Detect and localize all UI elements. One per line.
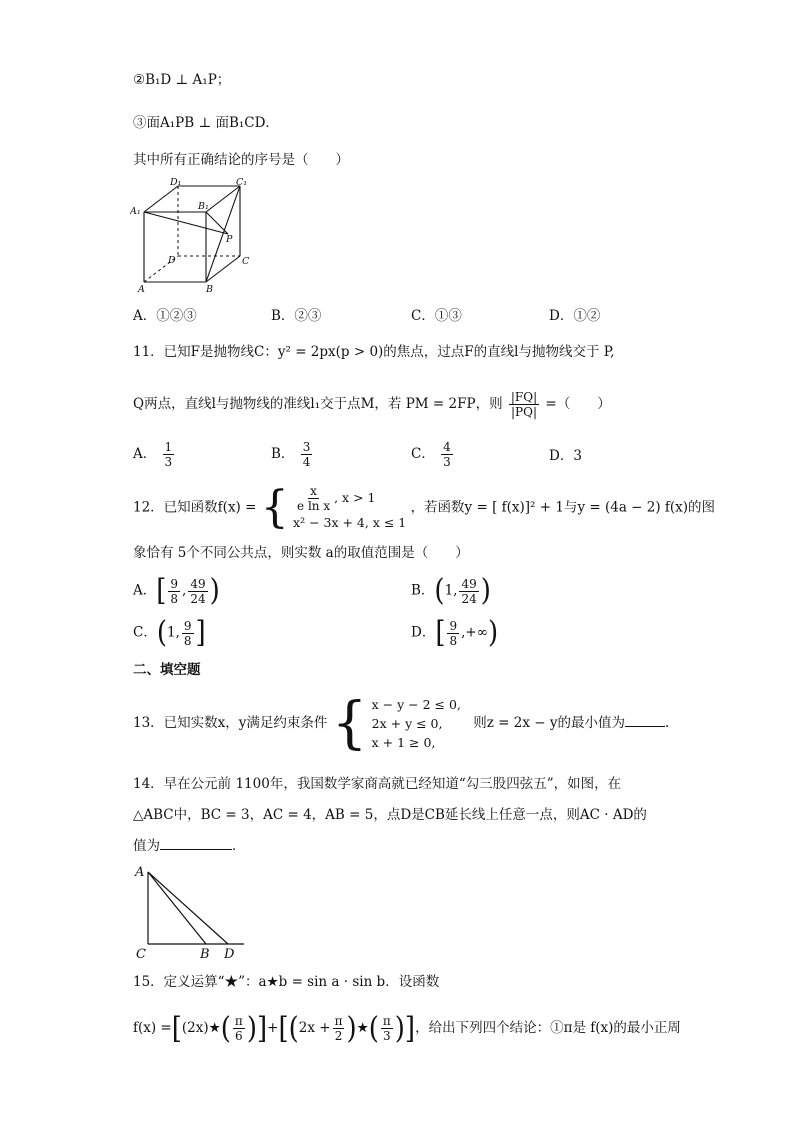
q12-option-d-den: 8 [449,633,458,648]
q12-option-a-frac-2 [188,577,207,606]
q12-option-a-den-1: 8 [170,591,179,606]
q12-option-b-close: ) [480,573,491,609]
q12-option-d-sep: , [461,624,466,641]
q11-option-c-den: 3 [443,455,451,469]
q15-f: f(x) = [133,1020,172,1036]
cube-figure [130,176,260,296]
q11-line-2 [133,390,611,419]
q15-paren-close-2: ) [346,1011,357,1046]
q11-line-1: 11．已知F是抛物线C：y² = 2px(p > 0)的焦点，过点F的直线l与抛物线交于 P, [133,344,615,360]
q15-paren-close-1: ) [246,1011,257,1046]
q15-paren-open-1: ( [220,1011,231,1046]
q12-option-a-close: ) [209,573,220,609]
q12-option-c-num: 9 [183,618,192,633]
q11-option-a-num: 1 [164,440,173,454]
q12-option-d [411,615,499,651]
q12-case-1-cond: , x > 1 [334,490,376,505]
q11-option-d [549,446,582,466]
q12-option-b-sep: , [453,582,458,599]
cube-label-d: D [168,255,176,266]
q12-case-1-den: e ln x [297,499,331,513]
q15-star-2: ★ [356,1020,369,1036]
q12-option-a-num-2: 49 [190,576,206,591]
cube-label-a: A [138,284,145,295]
q15-bracket-open-2: [ [278,1011,289,1046]
q12-option-a-letter: A． [133,582,157,599]
q11-line-2-end: =（ ） [545,396,611,412]
statement-2: ②B₁D ⊥ A₁P； [133,72,231,88]
q15-line-2 [133,1010,681,1046]
q13-constraint-2: 2x + y ≤ 0, [371,716,443,731]
q12-option-a-open: [ [156,573,167,609]
q12-option-c [133,615,206,651]
q15-plus: + [267,1020,279,1036]
q11-option-d-letter: D． [549,448,574,464]
q12-case-2: x² − 3x + 4, x ≤ 1 [293,515,407,530]
q12-case-1-frac [295,484,332,513]
q12-option-a-num-1: 9 [170,576,179,591]
q12-case-1 [293,484,406,513]
q11-option-a-frac [163,440,175,469]
q12-option-b-low: 1 [444,582,454,599]
q15-bracket-open-1: [ [171,1011,182,1046]
cube-label-b1: B₁ [198,201,209,212]
q11-option-b-den: 4 [302,455,311,469]
q12-case-1-num: x [310,484,317,498]
q11-option-b-letter: B． [271,446,295,462]
q15-term-1-den: 6 [235,1029,243,1043]
tri-label-a: A [135,865,145,880]
q15-term-2-left-frac [333,1014,345,1043]
q11-option-a [133,440,176,469]
q10-option-b: B．②③ [271,308,322,324]
triangle-figure [132,862,252,962]
q11-option-c [411,440,455,469]
q12-option-a-frac-1 [168,577,180,606]
q13-end: . [664,715,670,731]
q11-option-a-den: 3 [164,455,173,469]
q11-option-b-num: 3 [302,440,311,454]
q14-line-1: 14．早在公元前 1100年，我国数学家商高就已经知道“勾三股四弦五”，如图，在 [133,776,622,792]
q12-option-c-frac [182,619,194,648]
q15-star-1: ★ [208,1020,221,1036]
q12-option-b-den: 24 [461,591,477,606]
q12-option-d-frac [447,619,459,648]
q15-paren-open-3: ( [368,1011,379,1046]
q12-option-b-letter: B． [411,582,435,599]
q11-option-a-letter: A． [133,446,157,462]
q11-ratio-den: |PQ| [511,405,537,419]
q12-cases [293,484,406,532]
q12-option-b-num: 49 [461,576,477,591]
cube-label-b: B [206,284,213,295]
q15-term-1-left: (2x) [181,1020,209,1036]
q13-constraints [372,695,461,752]
q12-option-c-open: ( [156,615,167,651]
q15-paren-open-2: ( [288,1011,299,1046]
cube-label-d1: D₁ [170,177,182,188]
q12-option-d-high: +∞ [465,624,488,641]
q14-line-3 [133,836,246,856]
q11-option-c-num: 4 [443,440,451,454]
q14-line-3-text: 值为 [133,838,160,854]
q12-option-b-frac [459,577,478,606]
q14-answer-blank[interactable] [160,849,232,850]
q11-ratio-num: |FQ| [510,390,538,404]
q14-line-3-end: ． [232,838,246,854]
q15-tail: ，给出下列四个结论：①π是 f(x)的最小正周 [415,1020,681,1036]
q13-brace: { [331,690,368,756]
q13-constraint-3: x + 1 ≥ 0, [371,735,436,750]
q15-term-2-left-den: 2 [334,1029,343,1043]
cube-label-p: P [226,234,233,245]
q12-option-c-den: 8 [183,633,192,648]
q15-bracket-close-1: ] [256,1011,268,1046]
q12-option-c-sep: , [175,624,180,641]
q11-line-2-text: Q两点，直线l与抛物线的准线l₁交于点M，若 PM = 2FP，则 [133,396,503,412]
q12-line-2: 象恰有 5个不同公共点，则实数 a的取值范围是（ ） [133,545,469,561]
q12-option-d-open: [ [435,615,446,651]
q12-option-d-close: ) [487,615,499,651]
q15-term-2-den: 3 [383,1029,391,1043]
q15-term-2-left-num: π [334,1014,343,1028]
q12-option-a [133,573,220,609]
q11-option-c-frac [441,440,453,469]
q12-option-c-letter: C． [133,624,157,641]
section-title: 二、填空题 [133,662,201,678]
q12-option-c-low: 1 [167,624,176,641]
q15-paren-close-3: ) [394,1011,405,1046]
q11-option-b [271,440,314,469]
tri-label-c: C [136,947,146,962]
q15-term-2-frac [381,1014,393,1043]
q12-lead: 12．已知函数f(x) = [133,499,257,516]
q12-option-a-sep: , [182,582,187,599]
cube-label-c1: C₁ [236,177,248,188]
q15-bracket-close-2: ] [404,1011,416,1046]
q12-option-d-letter: D． [411,624,436,641]
q12-line-1 [133,484,715,532]
q12-option-c-close: ] [195,615,206,651]
cube-label-c: C [242,256,250,267]
tri-label-b: B [200,947,210,962]
q10-prompt: 其中所有正确结论的序号是（ ） [133,152,349,168]
q11-option-c-letter: C． [411,446,435,462]
q15-term-2-left: 2x + [298,1020,331,1036]
q15-line-1: 15．定义运算“★”：a★b = sin a · sin b．设函数 [133,974,440,990]
q12-brace: { [260,482,289,533]
q13-lead: 13．已知实数x，y满足约束条件 [133,715,328,731]
q12-option-b [411,573,491,609]
q10-option-c: C．①③ [411,308,462,324]
q10-option-a: A．①②③ [133,308,197,324]
q13-constraint-1: x − y − 2 ≤ 0, [371,697,461,712]
q12-tail: ，若函数y = [ f(x)]² + 1与y = (4a − 2) f(x)的图 [410,499,716,516]
q13-tail: 则z = 2x − y的最小值为 [473,715,625,731]
tri-label-d: D [224,947,235,962]
statement-3: ③面A₁PB ⊥ 面B₁CD． [133,115,279,131]
q13-line [133,690,670,756]
cube-label-a1: A₁ [130,206,141,217]
q12-option-d-num: 9 [449,618,458,633]
q13-answer-blank[interactable] [625,726,665,727]
q12-option-a-den-2: 24 [190,591,206,606]
q15-term-2-num: π [382,1014,391,1028]
q12-option-b-open: ( [434,573,445,609]
q10-option-d: D．①② [549,308,601,324]
q14-line-2: △ABC中，BC = 3，AC = 4，AB = 5，点D是CB延长线上任意一点，则AC · AD的 [133,807,647,823]
q15-term-1-frac [233,1014,245,1043]
q15-term-1-num: π [234,1014,243,1028]
q11-ratio [509,390,539,419]
q11-option-d-value: 3 [573,448,582,464]
q11-option-b-frac [301,440,313,469]
